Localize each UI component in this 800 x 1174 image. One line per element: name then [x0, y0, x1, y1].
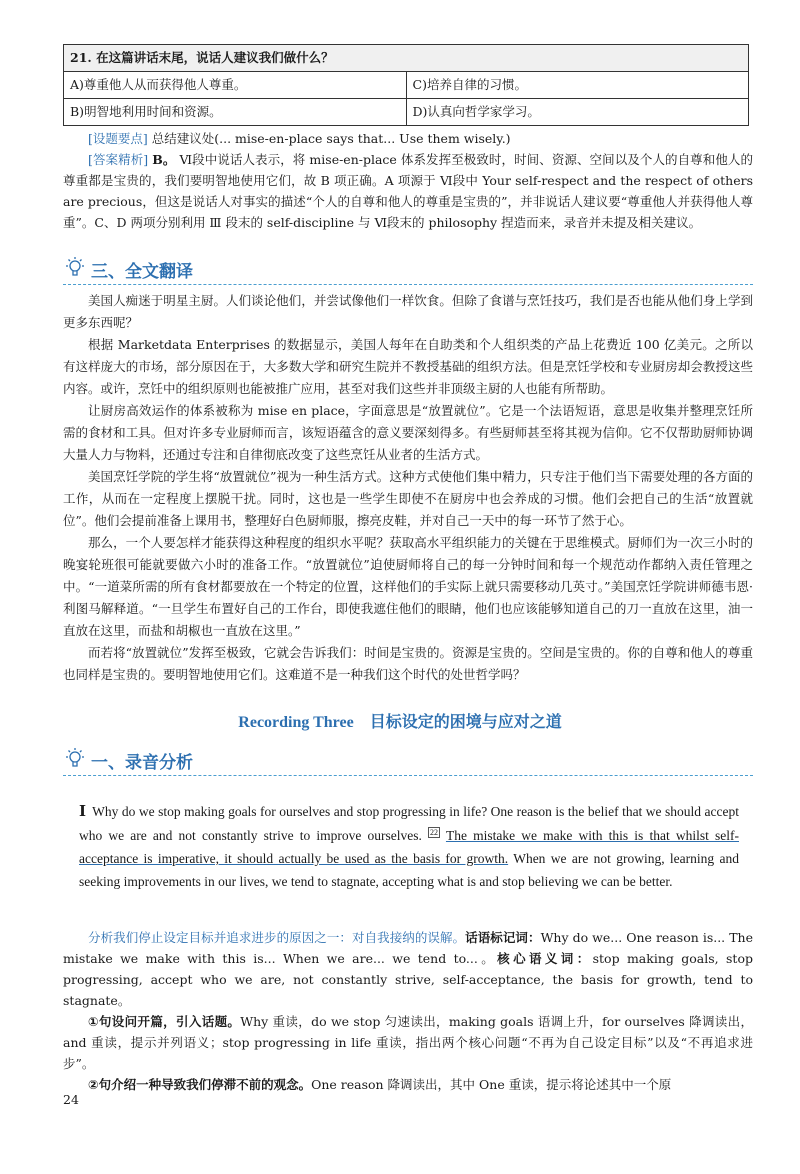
recording-title [0, 709, 800, 732]
key-point [63, 128, 753, 149]
analysis-item-1-text: Why 重读，do we stop 匀速读出，making goals 语调上升，for ourselves 降调读出，and 重读，提示并列语义；stop progressing in life 重读，指出两个核心问题“不再为自己设定目标”以及“不再追求进步”。 [63, 1014, 753, 1071]
analysis-lead: 分析我们停止设定目标并追求进步的原因之一：对自我接纳的误解。 [88, 930, 466, 945]
section-header-analysis [63, 745, 753, 776]
question-table [63, 44, 749, 126]
passage-analysis [63, 927, 753, 1095]
translation-body [63, 290, 753, 686]
section-title-translation: 三、全文翻译 [91, 262, 193, 282]
recording-title-zh: 目标设定的困境与应对之道 [369, 712, 562, 731]
answer-analysis [63, 128, 753, 233]
option-a: A)尊重他人从而获得他人尊重。 [64, 72, 407, 99]
translation-paragraph: 美国人痴迷于明星主厨。人们谈论他们，并尝试像他们一样饮食。但除了食谱与烹饪技巧，我们是否也能从他们身上学到更多东西呢？ [63, 293, 753, 330]
answer-text: Ⅵ段中说话人表示，将 mise-en-place 体系发挥至极致时，时间、资源、空间以及个人的自尊和他人的尊重都是宝贵的，我们要明智地使用它们，故 B 项正确。A 项源于 Ⅵ段中 Your self-respect and the respect of others are precious，但这是说话人对事实的描述“个人的自尊和他人的尊重是宝贵的”，并非说话人建议要“尊重他人并获得他人尊重”。C、D 两项分别利用 Ⅲ 段末的 self-discipline 与 Ⅵ段末的 philosophy 捏造而来，录音并未提及相关建议。 [63, 152, 753, 230]
translation-paragraph: 美国烹饪学院的学生将“放置就位”视为一种生活方式。这种方式使他们集中精力，只专注于他们当下需要处理的各方面的工作，从而在一定程度上摆脱干扰。同时，这也是一些学生即使不在厨房中也会养成的习惯。他们会把自己的生活“放置就位”。他们会提前准备上课用书，整理好白色厨师服，擦亮皮鞋，并对自己一天中的每一环节了然于心。 [63, 469, 753, 528]
answer-label: [答案精析] [88, 152, 149, 167]
option-d: D)认真向哲学家学习。 [406, 99, 749, 126]
core-words-text: stop making goals, stop progressing, accept who we are, not constantly strive, self-acceptance, the basis for growth, tend to stagnate。 [63, 951, 753, 1008]
key-point-text: 总结建议处(... mise-en-place says that... Use them wisely.) [151, 131, 511, 146]
question-title: 21. 在这篇讲话末尾，说话人建议我们做什么？ [64, 45, 749, 72]
passage-text-2: When we are not growing, learning and seeking improvements in our lives, we tend to stagnate, accepting what is and stop believing we can be better. [79, 851, 739, 889]
section-title-analysis: 一、录音分析 [91, 753, 193, 773]
lightbulb-icon [63, 256, 87, 280]
translation-paragraph: 而若将“放置就位”发挥至极致，它就会告诉我们：时间是宝贵的。资源是宝贵的。空间是宝贵的。你的自尊和他人的尊重也同样是宝贵的。要明智地使用它们。这难道不是一种我们这个时代的处世哲学吗？ [63, 645, 753, 682]
key-point-label: [设题要点] [88, 131, 148, 146]
analysis-item-1-heading: ①句设问开篇，引入话题。 [88, 1014, 241, 1029]
english-passage [79, 800, 739, 893]
translation-paragraph: 让厨房高效运作的体系被称为 mise en place，字面意思是“放置就位”。它是一个法语短语，意思是收集并整理烹饪所需的食材和工具。但对许多专业厨师而言，该短语蕴含的意义要深刻得多。有些厨师甚至将其视为信仰。它不仅帮助厨师协调大量人力与物料，还通过专注和自律彻底改变了这些烹饪从业者的生活方式。 [63, 403, 753, 462]
lightbulb-icon [63, 747, 87, 771]
answer-letter: B。 [152, 152, 176, 167]
core-words-label: 核心语义词： [497, 951, 593, 966]
analysis-item-1 [63, 1011, 753, 1074]
question-marker: 22 [430, 827, 439, 837]
passage-text-1: Why do we stop making goals for ourselves and stop progressing in life? One reason is the belief that we should accept who we are and not constantly strive to improve ourselves. [79, 804, 739, 843]
option-c: C)培养自律的习惯。 [406, 72, 749, 99]
translation-paragraph: 根据 Marketdata Enterprises 的数据显示，美国人每年在自助类和个人组织类的产品上花费近 100 亿美元。之所以有这样庞大的市场，部分原因在于，大多数大学和研究生院并不教授基础的组织方法。但是烹饪学校和专业厨房却会教授这些内容。或许，烹饪中的组织原则也能被推广应用，甚至对我们这些并非顶级主厨的人也能有所帮助。 [63, 337, 753, 396]
analysis-summary [63, 927, 753, 1011]
passage-underlined-text: The mistake we make with this is that whilst self-acceptance is imperative, it should actually be used as the basis for growth. [79, 828, 739, 866]
page-number: 24 [63, 1092, 79, 1107]
analysis-item-2 [63, 1074, 753, 1095]
analysis-item-2-heading: ②句介绍一种导致我们停滞不前的观念。 [88, 1077, 312, 1092]
signal-words-label: 话语标记词： [465, 930, 541, 945]
section-header-translation [63, 254, 753, 285]
analysis-item-2-text: One reason 降调读出，其中 One 重读，提示将论述其中一个原 [311, 1077, 672, 1092]
paragraph-roman-numeral: Ⅰ [79, 804, 87, 820]
translation-paragraph: 那么，一个人要怎样才能获得这种程度的组织水平呢？获取高水平组织能力的关键在于思维模式。厨师们为一次三小时的晚宴轮班很可能就要做六小时的准备工作。“放置就位”迫使厨师将自己的每一分钟时间和每一个规范动作都纳入责任管理之中。“一道菜所需的所有食材都要放在一个特定的位置，这样他们的手实际上就只需要移动几英寸。”美国烹饪学院讲师德韦恩·利图马解释道。“一旦学生布置好自己的工作台，即使我遮住他们的眼睛，他们也应该能够知道自己的刀一直放在这里，油一直放在这里，而盐和胡椒也一直放在这里。” [63, 535, 753, 638]
recording-title-en: Recording Three [238, 714, 354, 731]
option-b: B)明智地利用时间和资源。 [64, 99, 407, 126]
answer-explanation [63, 149, 753, 233]
signal-words-text: Why do we... One reason is... The mistake we make with this is... When we are... we tend to...。 [63, 930, 753, 966]
